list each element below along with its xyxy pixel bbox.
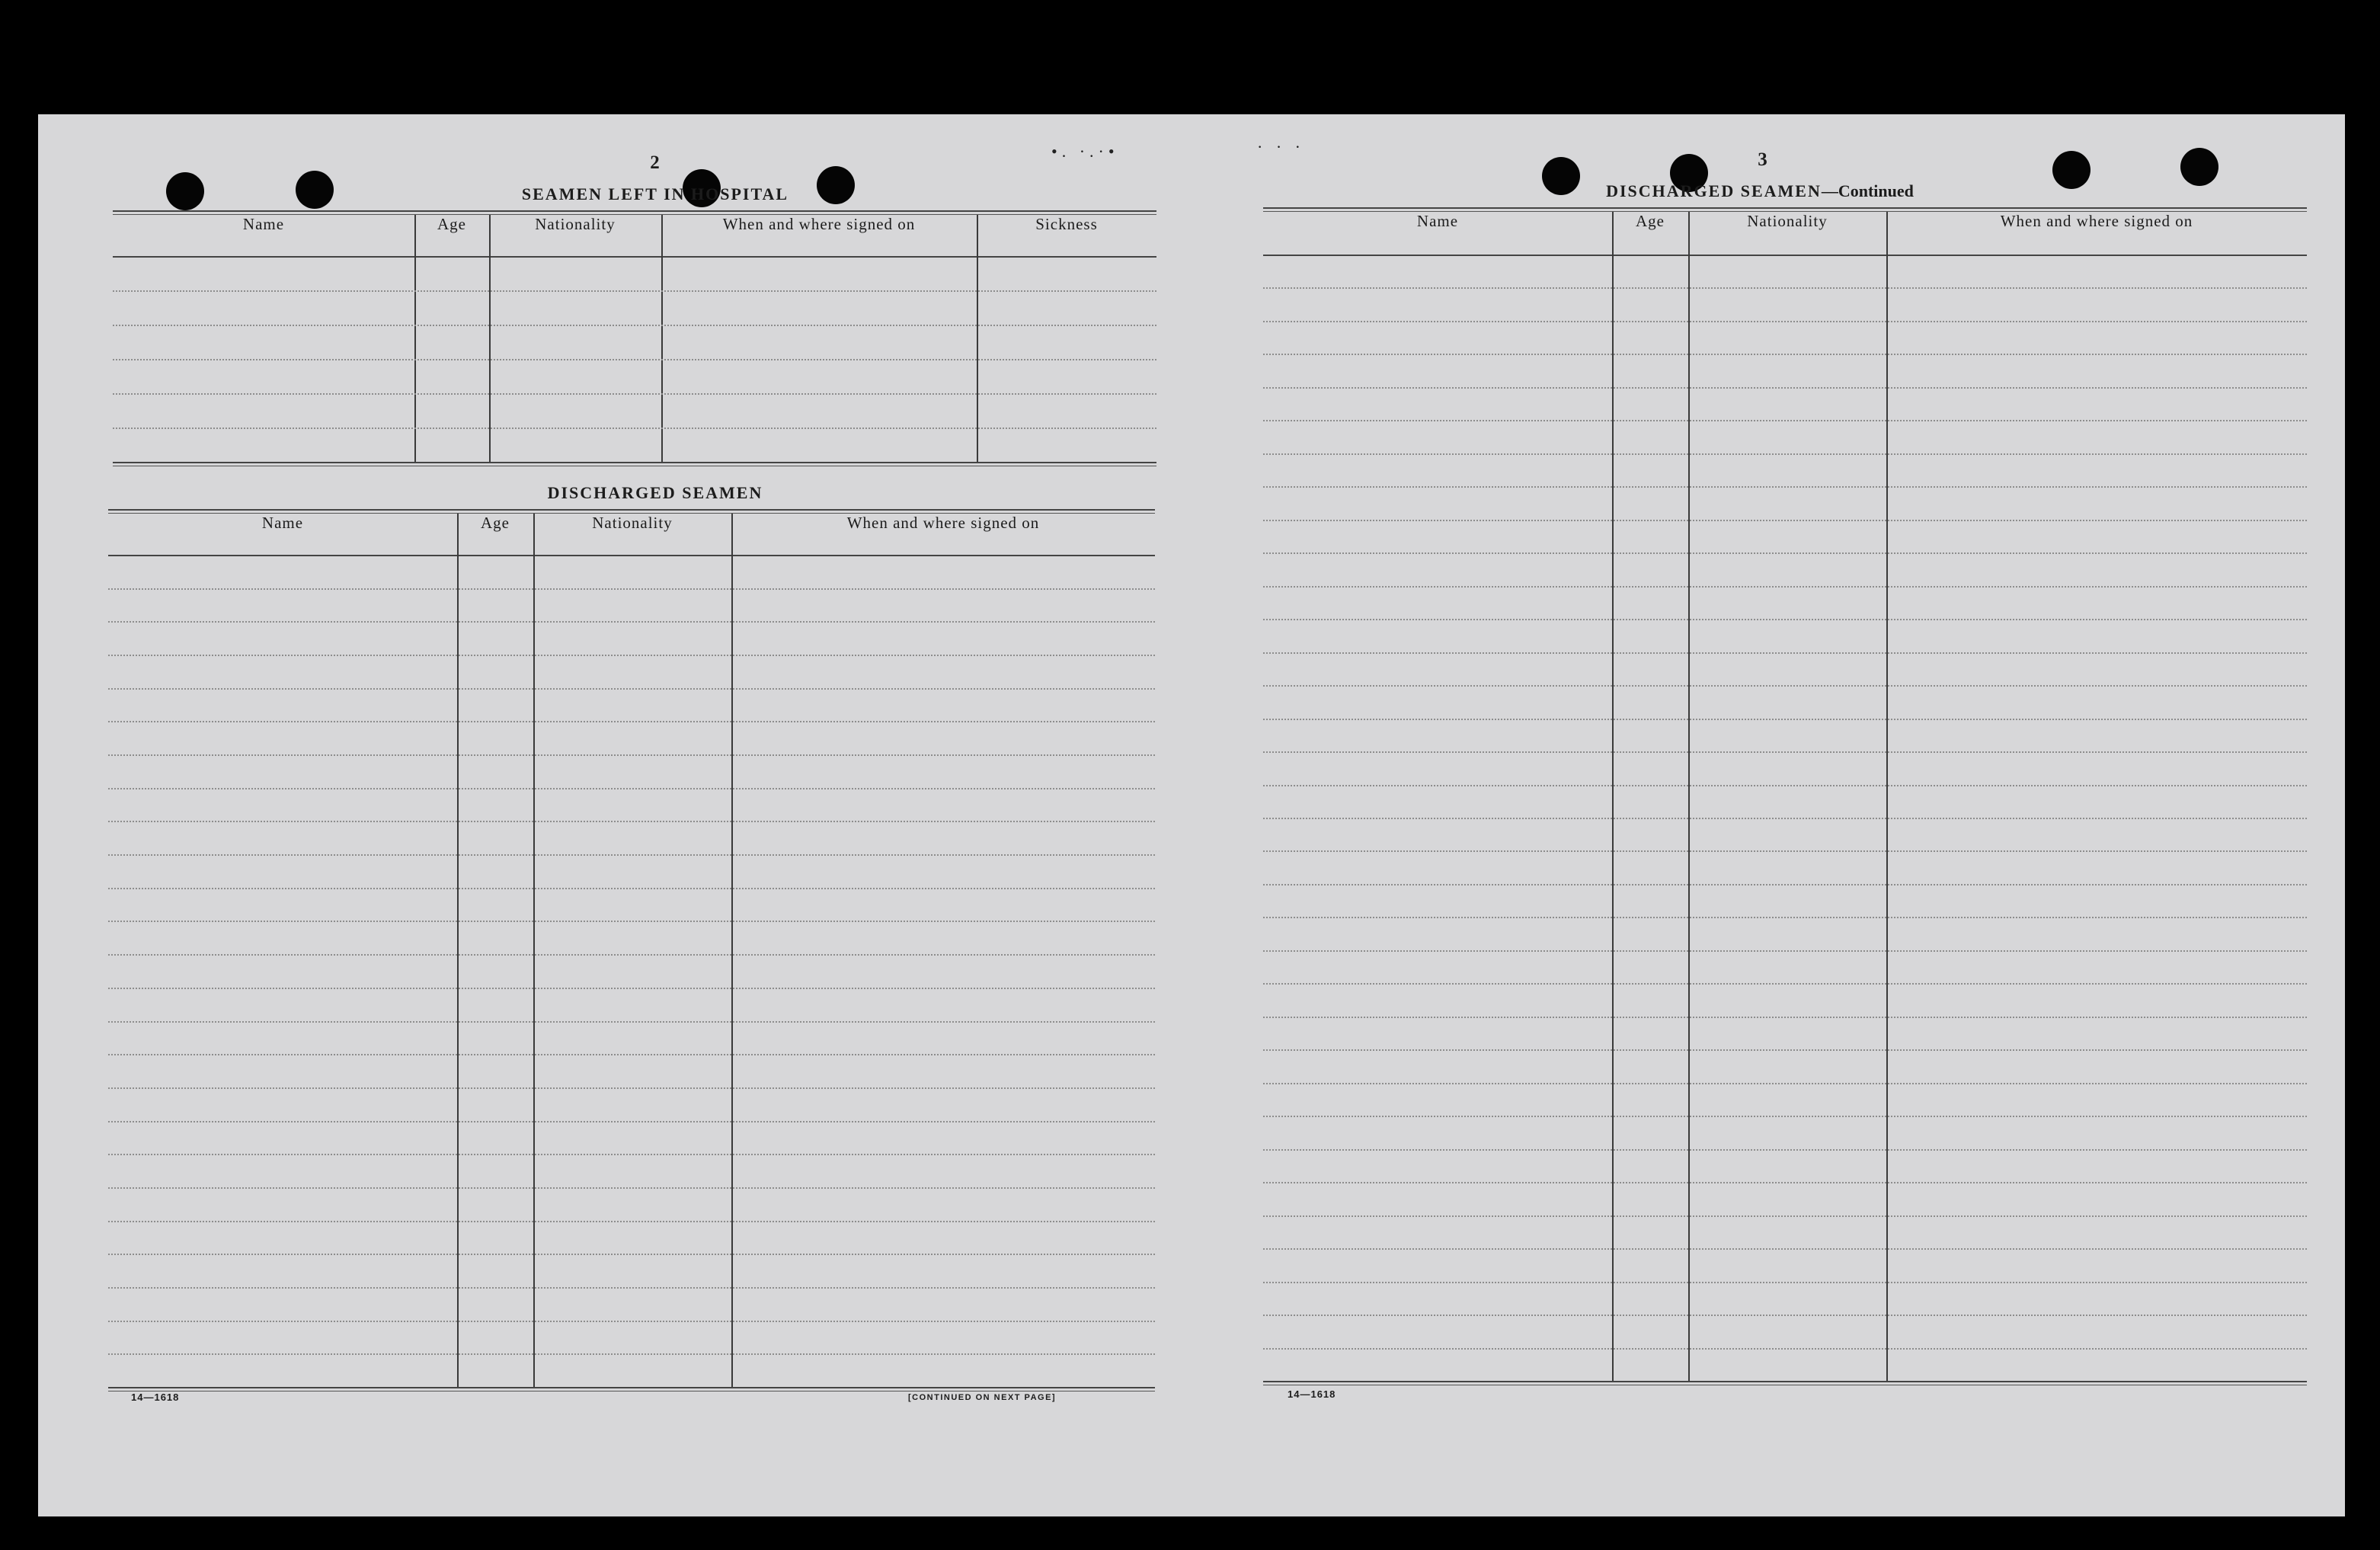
form-row-line bbox=[1263, 586, 2307, 588]
form-row-line bbox=[1263, 950, 2307, 952]
column-divider bbox=[661, 215, 663, 462]
column-header: Age bbox=[437, 215, 466, 233]
form-row-line bbox=[1263, 1282, 2307, 1283]
form-row-line bbox=[108, 688, 1155, 690]
form-row-line bbox=[108, 921, 1155, 922]
column-header: Name bbox=[1416, 212, 1459, 230]
column-header: Age bbox=[1636, 212, 1665, 230]
column-header: Nationality bbox=[592, 514, 673, 532]
form-row-line bbox=[1263, 1083, 2307, 1084]
form-row-line bbox=[1263, 486, 2307, 488]
form-row-line bbox=[1263, 287, 2307, 289]
discharged-table-title: DISCHARGED SEAMEN bbox=[547, 483, 763, 502]
form-row-line bbox=[1263, 1017, 2307, 1018]
continued-note: [CONTINUED ON NEXT PAGE] bbox=[908, 1393, 1057, 1402]
column-divider bbox=[977, 215, 978, 462]
form-row-line bbox=[1263, 1215, 2307, 1217]
header-rule bbox=[113, 256, 1156, 258]
form-row-line bbox=[1263, 520, 2307, 521]
form-row-line bbox=[108, 954, 1155, 956]
column-divider bbox=[457, 514, 459, 1387]
discharged-table bbox=[108, 509, 1155, 1387]
header-rule bbox=[108, 555, 1155, 556]
form-row-line bbox=[108, 621, 1155, 623]
discharged-continued-title-main: DISCHARGED SEAMEN bbox=[1606, 181, 1822, 200]
form-row-line bbox=[108, 1353, 1155, 1355]
form-row-line bbox=[108, 854, 1155, 856]
form-row-line bbox=[108, 888, 1155, 889]
form-row-line bbox=[108, 1254, 1155, 1255]
top-rule bbox=[1263, 207, 2307, 209]
document-spread bbox=[38, 114, 2345, 1516]
form-row-line bbox=[108, 1121, 1155, 1122]
top-rule bbox=[108, 509, 1155, 511]
continued-suffix: —Continued bbox=[1821, 181, 1914, 200]
punch-hole bbox=[2180, 148, 2218, 186]
bottom-rule bbox=[113, 462, 1156, 463]
form-row-line bbox=[1263, 1149, 2307, 1151]
ink-specks: •. ·.·• bbox=[1051, 142, 1119, 161]
form-row-line bbox=[1263, 785, 2307, 786]
form-row-line bbox=[1263, 387, 2307, 389]
form-row-line bbox=[108, 1321, 1155, 1322]
form-row-line bbox=[108, 1221, 1155, 1222]
punch-hole bbox=[166, 172, 204, 210]
form-row-line bbox=[1263, 1315, 2307, 1316]
form-row-line bbox=[108, 588, 1155, 590]
form-row-line bbox=[113, 393, 1156, 395]
form-row-line bbox=[113, 428, 1156, 429]
form-row-line bbox=[1263, 1116, 2307, 1117]
form-row-line bbox=[1263, 652, 2307, 654]
punch-hole bbox=[296, 171, 334, 209]
form-row-line bbox=[1263, 420, 2307, 421]
column-divider bbox=[533, 514, 535, 1387]
form-row-line bbox=[108, 821, 1155, 822]
column-divider bbox=[489, 215, 491, 462]
form-row-line bbox=[1263, 552, 2307, 554]
column-header: Nationality bbox=[1747, 212, 1828, 230]
form-row-line bbox=[1263, 917, 2307, 918]
column-header: Age bbox=[481, 514, 510, 532]
form-row-line bbox=[108, 754, 1155, 756]
column-header: Sickness bbox=[1035, 215, 1098, 233]
form-row-line bbox=[1263, 719, 2307, 720]
punch-hole bbox=[2052, 151, 2090, 189]
form-row-line bbox=[113, 359, 1156, 360]
form-row-line bbox=[1263, 321, 2307, 322]
form-row-line bbox=[108, 788, 1155, 789]
form-row-line bbox=[1263, 983, 2307, 985]
top-rule bbox=[113, 210, 1156, 212]
hospital-table bbox=[113, 210, 1156, 462]
form-row-line bbox=[113, 325, 1156, 326]
ink-specks: · · · bbox=[1257, 137, 1305, 156]
form-row-line bbox=[1263, 354, 2307, 355]
page-number: 3 bbox=[1758, 149, 1768, 170]
form-row-line bbox=[1263, 1248, 2307, 1250]
form-number: 14—1618 bbox=[131, 1391, 180, 1403]
form-row-line bbox=[113, 290, 1156, 292]
form-row-line bbox=[108, 1287, 1155, 1289]
form-row-line bbox=[1263, 1182, 2307, 1183]
bottom-rule bbox=[108, 1387, 1155, 1388]
form-row-line bbox=[1263, 1348, 2307, 1350]
form-row-line bbox=[108, 1087, 1155, 1089]
form-row-line bbox=[1263, 1049, 2307, 1051]
form-number: 14—1618 bbox=[1288, 1388, 1336, 1400]
form-row-line bbox=[108, 1154, 1155, 1155]
column-header: When and where signed on bbox=[722, 215, 916, 233]
form-row-line bbox=[108, 721, 1155, 722]
header-rule bbox=[1263, 255, 2307, 256]
page-number: 2 bbox=[650, 152, 661, 173]
form-row-line bbox=[108, 1021, 1155, 1023]
bottom-rule bbox=[1263, 1381, 2307, 1382]
form-row-line bbox=[1263, 850, 2307, 852]
form-row-line bbox=[1263, 818, 2307, 819]
column-header: Nationality bbox=[535, 215, 616, 233]
form-row-line bbox=[1263, 685, 2307, 687]
discharged-continued-table bbox=[1263, 207, 2307, 1381]
form-row-line bbox=[108, 988, 1155, 989]
form-row-line bbox=[1263, 453, 2307, 455]
form-row-line bbox=[108, 1187, 1155, 1189]
form-row-line bbox=[108, 1054, 1155, 1055]
form-row-line bbox=[108, 655, 1155, 656]
discharged-continued-title bbox=[1531, 181, 1988, 201]
hospital-table-title: SEAMEN LEFT IN HOSPITAL bbox=[521, 184, 789, 203]
column-divider bbox=[414, 215, 416, 462]
column-header: Name bbox=[261, 514, 304, 532]
form-row-line bbox=[1263, 619, 2307, 620]
form-row-line bbox=[1263, 884, 2307, 885]
column-header: When and where signed on bbox=[2000, 212, 2193, 230]
column-header: When and where signed on bbox=[846, 514, 1040, 532]
form-row-line bbox=[1263, 751, 2307, 753]
column-divider bbox=[731, 514, 733, 1387]
column-header: Name bbox=[242, 215, 285, 233]
